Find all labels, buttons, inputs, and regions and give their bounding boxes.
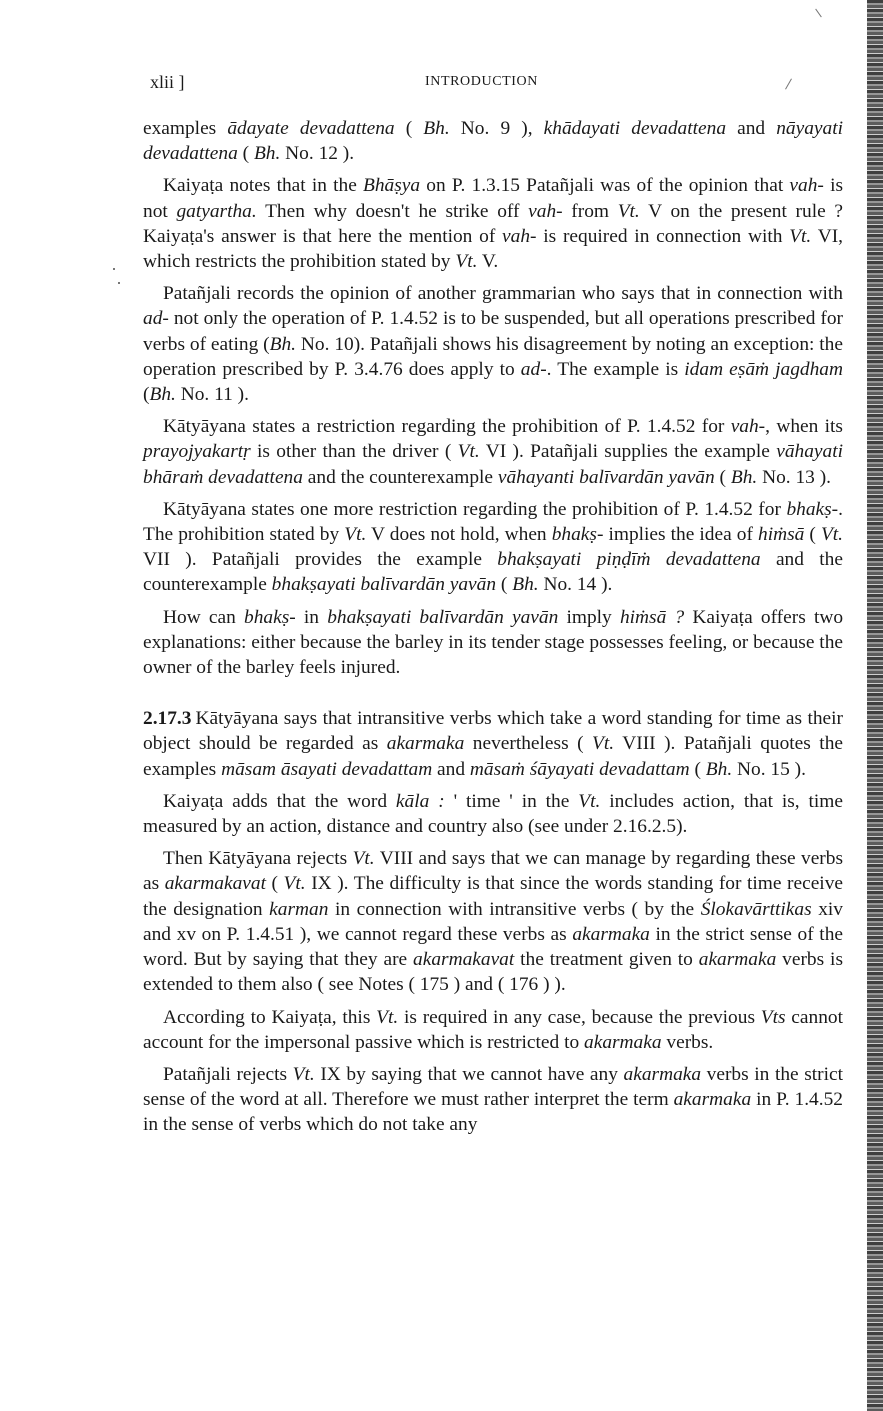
text-run: on P. 1.3.15 Patañjali was of the opinion that <box>420 175 790 197</box>
text-run: VI, which restricts the prohibition stated by <box>143 225 844 273</box>
italic-term: akarmakavat <box>164 873 266 895</box>
text-run: VI ). Patañjali supplies the example <box>479 441 777 463</box>
italic-term: bhakṣayati piṇḍīṁ devadattena <box>497 549 761 571</box>
italic-term: māsaṁ śāyayati devadattam <box>469 758 690 780</box>
italic-term: prayojyakartṛ <box>143 441 251 463</box>
text-run: Kātyāyana says that intransitive verbs which take a word standing for time as their object should be regarded as <box>143 708 843 755</box>
text-run: and the counterexample <box>143 549 843 596</box>
italic-term: Bh. <box>705 758 733 780</box>
stray-mark <box>113 268 115 270</box>
text-run: Then Kātyāyana rejects <box>163 848 353 870</box>
running-title: INTRODUCTION <box>425 74 538 89</box>
text-run: No. 13 ). <box>757 466 832 488</box>
text-run: Patañjali rejects <box>163 1063 293 1085</box>
italic-term: Bh. <box>730 466 758 488</box>
italic-term: vah- <box>789 175 824 197</box>
italic-term: akarmaka <box>572 923 650 945</box>
text-run: No. 12 ). <box>280 143 355 165</box>
italic-term: akarmaka <box>698 949 777 971</box>
text-run: the treatment given to <box>514 949 699 971</box>
italic-term: bhakṣayati balīvardān yavān <box>327 606 559 628</box>
text-run: How can <box>163 606 245 628</box>
text-run: ( <box>143 384 150 406</box>
text-run: No. 14 ). <box>538 574 613 596</box>
italic-term: karman <box>269 898 329 920</box>
text-run: ' time ' in the <box>444 790 579 812</box>
text-run: implies the idea of <box>603 524 758 546</box>
paragraph-p7 <box>143 706 843 782</box>
text-run: V. <box>477 251 499 273</box>
italic-term: Bh. <box>149 384 176 406</box>
text-run: ( <box>394 118 424 139</box>
italic-term: Bh. <box>269 333 297 355</box>
paragraph-p11 <box>143 1062 843 1138</box>
italic-term: Vt. <box>789 225 812 247</box>
italic-term: gatyartha. <box>176 200 257 222</box>
italic-term: Vt. <box>592 733 615 755</box>
text-run: examples <box>143 118 228 139</box>
text-run: and the counterexample <box>302 466 498 488</box>
italic-term: Vt. <box>376 1006 399 1028</box>
page-number: xlii ] <box>150 72 185 92</box>
paragraph-p2 <box>143 173 843 274</box>
text-run: No. 10). Patañjali shows his disagreement by noting an exception: the operation prescribed by P. 3.4.76 does apply to <box>143 333 843 380</box>
italic-term: hiṁsā ? <box>619 606 685 628</box>
italic-term: Vt. <box>352 848 375 870</box>
italic-term: bhakṣ- <box>551 524 604 546</box>
text-run: Patañjali records the opinion of another grammarian who says that in connection with <box>163 283 843 305</box>
italic-term: Bhāṣya <box>362 175 421 197</box>
text-run: VIII and says that we can manage by regarding these verbs as <box>143 848 844 895</box>
italic-term: akarmaka <box>386 733 465 755</box>
italic-term: Ślokavārttikas <box>700 898 812 920</box>
italic-term: Vt. <box>283 873 306 895</box>
italic-term: Vt. <box>455 251 478 273</box>
text-run: nevertheless ( <box>464 733 593 755</box>
paragraph-p6 <box>143 605 843 681</box>
text-run: Kātyāyana states one more restriction regarding the prohibition of P. 1.4.52 for <box>163 498 787 520</box>
text-run: ( <box>265 873 284 895</box>
italic-term: vah- <box>730 416 766 438</box>
paragraph-p4 <box>143 414 843 490</box>
paragraph-p1 <box>143 116 843 166</box>
text-run: V on the present rule ? Kaiyaṭa's answer is that here the mention of <box>143 200 843 247</box>
paragraph-p9 <box>143 846 843 997</box>
text-run: in <box>295 606 328 628</box>
italic-term: khādayati devadattena <box>543 118 727 139</box>
body-text <box>143 116 843 1145</box>
italic-term: akarmakavat <box>413 949 515 971</box>
italic-term: hiṁsā <box>758 524 805 546</box>
text-run: is not <box>143 175 844 222</box>
text-run: No. 9 ), <box>449 118 544 139</box>
text-run: ( <box>689 758 706 780</box>
italic-term: Vt. <box>820 524 844 546</box>
running-head <box>150 72 842 98</box>
italic-term: Bh. <box>423 118 450 139</box>
italic-term: vah- <box>528 200 563 222</box>
text-run: , when its <box>765 416 843 438</box>
text-run: VII ). Patañjali provides the example <box>143 549 498 571</box>
text-run: is other than the driver ( <box>250 441 458 463</box>
text-run: According to Kaiyaṭa, this <box>163 1006 377 1028</box>
text-run: and <box>726 118 777 139</box>
text-run: ( <box>496 574 513 596</box>
italic-term: Vt. <box>344 524 367 546</box>
text-run: No. 15 ). <box>732 758 806 780</box>
text-run: is required in any case, because the previous <box>398 1006 761 1028</box>
text-run: verbs is extended to them also ( see Notes ( 175 ) and ( 176 ) ). <box>143 949 843 996</box>
italic-term: akarmaka <box>623 1063 702 1085</box>
text-run: in P. 1.4.52 in the sense of verbs which do not take any <box>143 1089 843 1136</box>
text-run: IX by saying that we cannot have any <box>314 1063 624 1085</box>
stray-mark <box>118 282 120 284</box>
text-run: ( <box>714 466 731 488</box>
italic-term: akarmaka <box>673 1089 752 1111</box>
italic-term: kāla : <box>395 790 445 812</box>
paragraph-p5 <box>143 497 843 598</box>
italic-term: Bh. <box>512 574 539 596</box>
italic-term: Vt. <box>457 441 480 463</box>
paragraph-p3 <box>143 281 843 407</box>
text-run: Kātyāyana states a restriction regarding the prohibition of P. 1.4.52 for <box>163 416 731 438</box>
text-run: is required in connection with <box>536 225 790 247</box>
italic-term: vāhayati bhāraṁ devadattena <box>143 441 843 488</box>
text-run: No. 11 ). <box>175 384 249 406</box>
text-run: Then why doesn't he strike off <box>256 200 529 222</box>
italic-term: akarmaka <box>584 1031 662 1053</box>
italic-term: vah- <box>502 225 537 247</box>
italic-term: ādayate devadattena <box>227 118 395 139</box>
paragraph-p8 <box>143 789 843 839</box>
text-run: in connection with intransitive verbs ( by the <box>328 898 701 920</box>
text-run: includes action, that is, time measured by an action, distance and country also (see under 2.16.2.5). <box>143 790 843 838</box>
italic-term: idam eṣāṁ jagdham <box>684 358 843 380</box>
text-run: Kaiyaṭa adds that the word <box>163 790 396 812</box>
italic-term: vāhayanti balīvardān yavān <box>497 466 715 488</box>
text-run: . The example is <box>546 358 685 380</box>
text-run: xiv and xv on P. 1.4.51 ), we cannot regard these verbs as <box>143 898 843 945</box>
italic-term: bhakṣ- <box>244 606 296 628</box>
text-run: cannot account for the impersonal passive which is restricted to <box>143 1006 843 1053</box>
italic-term: Vt. <box>578 790 601 812</box>
text-run: and <box>432 758 470 780</box>
italic-term: nāyayati devadattena <box>143 118 844 165</box>
text-run: in the strict sense of the word. But by saying that they are <box>143 923 843 971</box>
italic-term: bhakṣayati balīvardān yavān <box>271 574 497 596</box>
text-run: Kaiyaṭa notes that in the <box>163 175 363 197</box>
italic-term: Vts <box>760 1006 786 1028</box>
text-run: IX ). The difficulty is that since the words standing for time receive the designation <box>143 873 843 920</box>
section-number: 2.17.3 <box>143 708 192 730</box>
text-run: VIII ). Patañjali quotes the examples <box>143 733 843 780</box>
italic-term: Bh. <box>253 143 281 165</box>
italic-term: Vt. <box>617 200 640 222</box>
stray-mark <box>815 9 822 18</box>
page-edge-shadow <box>867 0 883 1411</box>
text-run: Kaiyaṭa offers two explanations: either because the barley in its tender stage possesses feeling, or because the owner of the barley feels injured. <box>143 606 844 679</box>
text-run: verbs. <box>661 1031 714 1053</box>
text-run: from <box>562 200 618 222</box>
italic-term: ad- <box>143 308 169 330</box>
italic-term: bhakṣ- <box>786 498 839 520</box>
text-run: ( <box>237 143 254 165</box>
italic-term: Vt. <box>292 1063 315 1085</box>
paragraph-p10 <box>143 1005 843 1055</box>
text-run: V does not hold, when <box>366 524 552 546</box>
text-run: imply <box>558 606 620 628</box>
italic-term: māsam āsayati devadattam <box>221 758 433 780</box>
text-run: verbs in the strict sense of the word at all. Therefore we must rather interpret the term <box>143 1063 843 1111</box>
italic-term: ad- <box>520 358 547 380</box>
text-run: ( <box>804 524 821 546</box>
text-run: . The prohibition stated by <box>143 498 843 546</box>
text-run: not only the operation of P. 1.4.52 is to be suspended, but all operations prescribed for verbs of eating ( <box>143 308 843 355</box>
